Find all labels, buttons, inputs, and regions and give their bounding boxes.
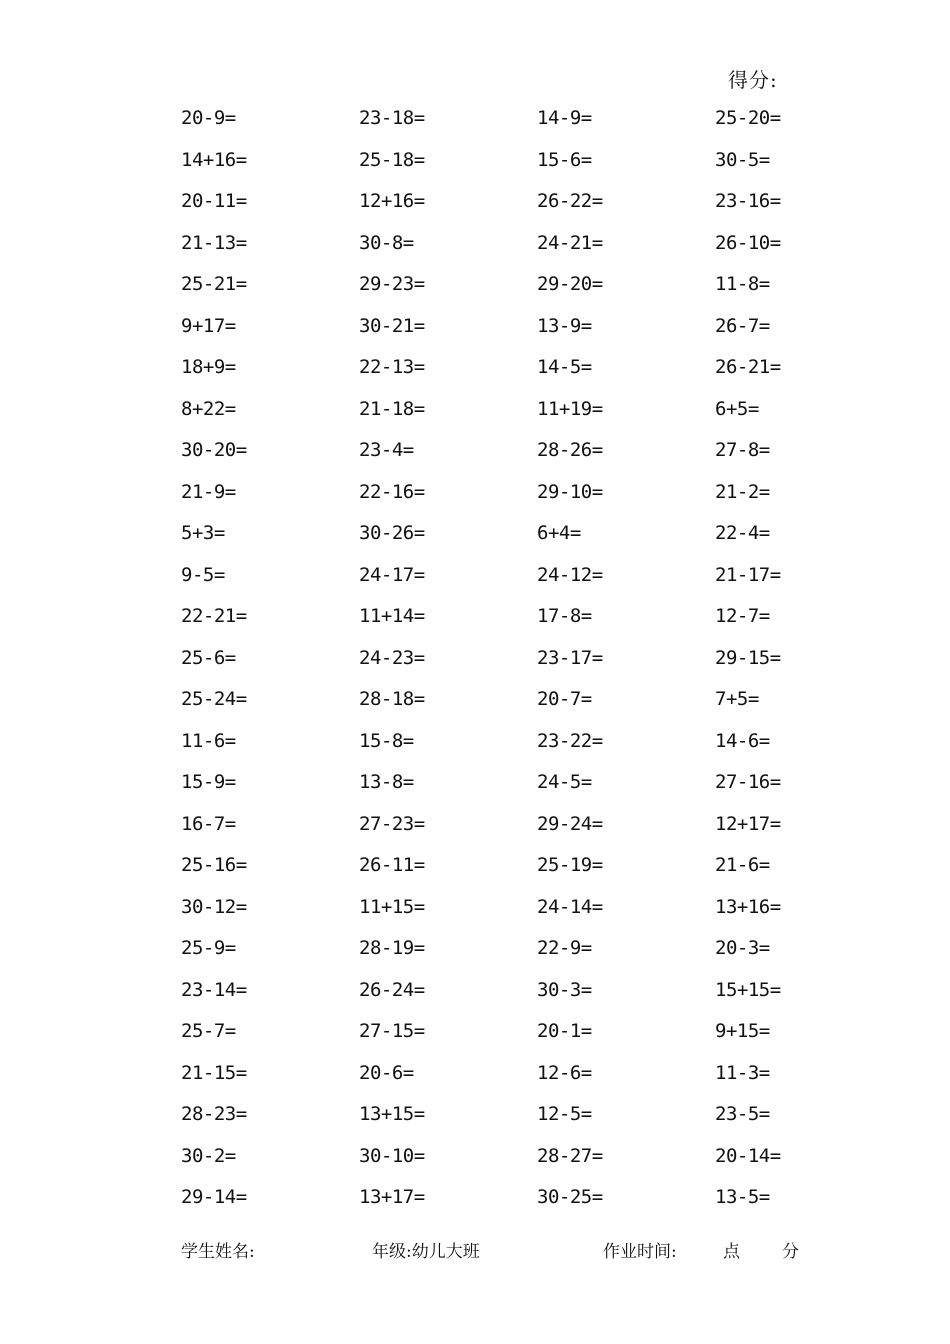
math-problem: 13-5=: [715, 1186, 770, 1208]
problem-grid: [181, 104, 893, 1225]
math-problem: 30-5=: [715, 148, 770, 171]
math-problem: 21-9=: [181, 480, 236, 503]
math-problem: 29-24=: [537, 812, 603, 835]
math-problem: 12+16=: [359, 190, 425, 212]
math-problem: 25-20=: [715, 107, 781, 129]
math-problem: 9+17=: [181, 314, 236, 337]
math-problem: 23-14=: [181, 978, 247, 1001]
math-problem: 21-13=: [181, 231, 247, 254]
math-problem: 20-1=: [537, 1020, 592, 1042]
math-problem: 20-11=: [181, 190, 247, 212]
math-problem: 21-18=: [359, 397, 425, 420]
math-problem: 20-6=: [359, 1061, 414, 1084]
math-problem: 30-21=: [359, 314, 425, 337]
math-problem: 29-10=: [537, 480, 603, 503]
math-problem: 25-6=: [181, 646, 236, 669]
math-problem: 7+5=: [715, 688, 759, 710]
math-problem: 6+4=: [537, 522, 581, 544]
math-problem: 28-19=: [359, 937, 425, 959]
math-problem: 15-8=: [359, 729, 414, 752]
math-problem: 21-6=: [715, 854, 770, 876]
math-problem: 5+3=: [181, 522, 225, 544]
math-problem: 25-18=: [359, 148, 425, 171]
math-problem: 29-23=: [359, 273, 425, 295]
minute-label: 分: [782, 1242, 799, 1262]
math-problem: 30-12=: [181, 895, 247, 918]
math-problem: 9-5=: [181, 563, 225, 586]
math-problem: 24-21=: [537, 231, 603, 254]
math-problem: 30-8=: [359, 231, 414, 254]
math-problem: 25-16=: [181, 854, 247, 876]
math-problem: 17-8=: [537, 605, 592, 627]
math-problem: 13+17=: [359, 1186, 425, 1208]
math-problem: 21-17=: [715, 563, 781, 586]
math-problem: 13+16=: [715, 895, 781, 918]
math-problem: 16-7=: [181, 812, 236, 835]
math-problem: 29-15=: [715, 646, 781, 669]
math-problem: 23-22=: [537, 729, 603, 752]
math-problem: 23-16=: [715, 190, 781, 212]
math-problem: 25-7=: [181, 1020, 236, 1042]
math-problem: 26-22=: [537, 190, 603, 212]
math-problem: 30-3=: [537, 978, 592, 1001]
math-problem: 28-18=: [359, 688, 425, 710]
footer: [0, 1237, 950, 1267]
math-problem: 30-26=: [359, 522, 425, 544]
math-problem: 27-16=: [715, 771, 781, 793]
math-problem: 26-21=: [715, 356, 781, 378]
math-problem: 22-21=: [181, 605, 247, 627]
math-problem: 28-27=: [537, 1144, 603, 1167]
math-problem: 26-7=: [715, 314, 770, 337]
math-problem: 13-9=: [537, 314, 592, 337]
student-name-label: 学生姓名:: [181, 1242, 255, 1262]
math-problem: 27-23=: [359, 812, 425, 835]
math-problem: 18+9=: [181, 356, 236, 378]
math-problem: 25-21=: [181, 273, 247, 295]
math-problem: 24-14=: [537, 895, 603, 918]
math-problem: 20-3=: [715, 937, 770, 959]
math-problem: 26-11=: [359, 854, 425, 876]
math-problem: 29-14=: [181, 1186, 247, 1208]
math-problem: 24-5=: [537, 771, 592, 793]
math-problem: 30-10=: [359, 1144, 425, 1167]
math-problem: 11-8=: [715, 273, 770, 295]
math-problem: 24-23=: [359, 646, 425, 669]
math-problem: 23-5=: [715, 1103, 770, 1125]
math-problem: 13+15=: [359, 1103, 425, 1125]
math-problem: 21-2=: [715, 480, 770, 503]
math-problem: 30-2=: [181, 1144, 236, 1167]
math-problem: 13-8=: [359, 771, 414, 793]
math-problem: 15+15=: [715, 978, 781, 1001]
math-problem: 6+5=: [715, 397, 759, 420]
math-problem: 25-19=: [537, 854, 603, 876]
hour-label: 点: [723, 1242, 740, 1262]
math-problem: 26-10=: [715, 231, 781, 254]
math-problem: 14+16=: [181, 148, 247, 171]
math-problem: 28-23=: [181, 1103, 247, 1125]
math-problem: 21-15=: [181, 1061, 247, 1084]
math-problem: 20-14=: [715, 1144, 781, 1167]
math-problem: 12-7=: [715, 605, 770, 627]
math-problem: 14-9=: [537, 107, 592, 129]
homework-time-label: 作业时间:: [603, 1242, 677, 1262]
math-problem: 8+22=: [181, 397, 236, 420]
math-problem: 20-9=: [181, 107, 236, 129]
math-problem: 26-24=: [359, 978, 425, 1001]
math-problem: 22-13=: [359, 356, 425, 378]
math-problem: 22-16=: [359, 480, 425, 503]
math-problem: 9+15=: [715, 1020, 770, 1042]
math-problem: 12-6=: [537, 1061, 592, 1084]
math-problem: 22-4=: [715, 522, 770, 544]
math-problem: 11-6=: [181, 729, 236, 752]
math-problem: 25-24=: [181, 688, 247, 710]
math-problem: 23-4=: [359, 439, 414, 461]
math-problem: 14-6=: [715, 729, 770, 752]
math-problem: 30-25=: [537, 1186, 603, 1208]
math-problem: 23-17=: [537, 646, 603, 669]
score-label: 得分:: [728, 68, 778, 92]
math-problem: 25-9=: [181, 937, 236, 959]
math-problem: 24-17=: [359, 563, 425, 586]
math-problem: 27-15=: [359, 1020, 425, 1042]
math-problem: 27-8=: [715, 439, 770, 461]
math-problem: 29-20=: [537, 273, 603, 295]
math-problem: 28-26=: [537, 439, 603, 461]
math-problem: 15-6=: [537, 148, 592, 171]
math-problem: 12+17=: [715, 812, 781, 835]
math-problem: 22-9=: [537, 937, 592, 959]
math-problem: 20-7=: [537, 688, 592, 710]
math-problem: 11+15=: [359, 895, 425, 918]
math-problem: 30-20=: [181, 439, 247, 461]
math-problem: 11+14=: [359, 605, 425, 627]
math-problem: 14-5=: [537, 356, 592, 378]
math-problem: 15-9=: [181, 771, 236, 793]
math-problem: 12-5=: [537, 1103, 592, 1125]
grade-label: 年级:幼儿大班: [372, 1242, 480, 1262]
math-problem: 23-18=: [359, 107, 425, 129]
math-problem: 24-12=: [537, 563, 603, 586]
math-problem: 11+19=: [537, 397, 603, 420]
math-problem: 11-3=: [715, 1061, 770, 1084]
